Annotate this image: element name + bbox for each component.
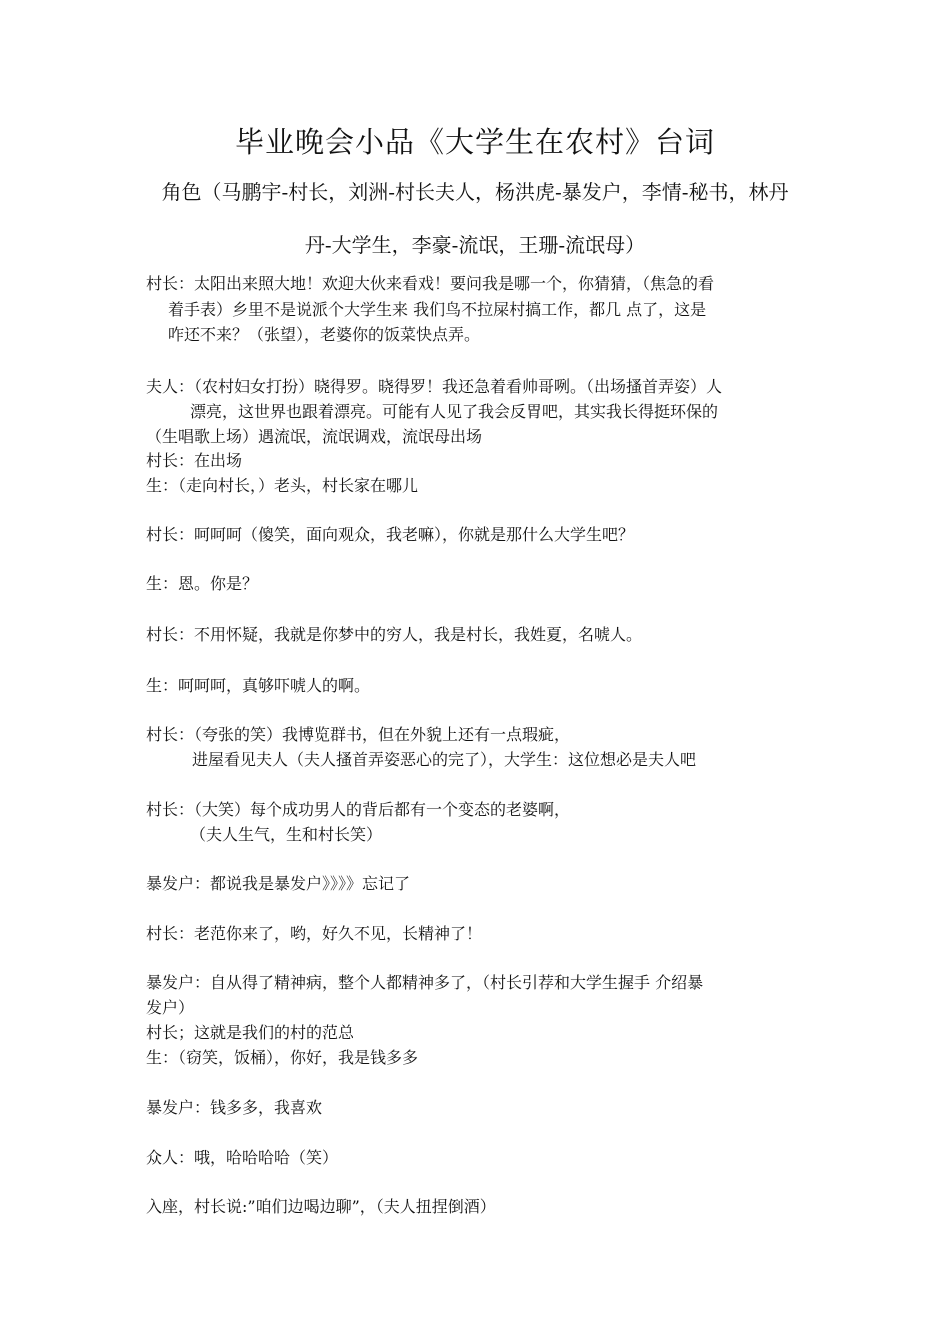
script-line: 生：（窃笑，饭桶），你好，我是钱多多 xyxy=(146,1048,419,1067)
script-line: 村长：呵呵呵（傻笑，面向观众，我老嘛），你就是那什么大学生吧？ xyxy=(146,525,635,544)
script-line: 村长：（夸张的笑）我博览群书，但在外貌上还有一点瑕疵， xyxy=(146,725,571,744)
roles-line-1: 角色（马鹏宇-村长，刘洲-村长夫人，杨洪虎-暴发户，李情-秘书，林丹 xyxy=(161,180,789,204)
script-line: 暴发户：自从得了精神病，整个人都精神多了，（村长引荐和大学生握手 介绍暴 xyxy=(146,973,704,992)
script-line: 村长：老范你来了，哟，好久不见，长精神了！ xyxy=(146,924,483,943)
script-line: 进屋看见夫人（夫人搔首弄姿恶心的完了），大学生：这位想必是夫人吧 xyxy=(192,750,697,769)
roles-line-2: 丹-大学生，李豪-流氓，王珊-流氓母） xyxy=(304,233,646,257)
script-line: 咋还不来？（张望），老婆你的饭菜快点弄。 xyxy=(168,325,481,344)
script-line: 漂亮，这世界也跟着漂亮。可能有人见了我会反胃吧，其实我长得挺环保的 xyxy=(190,402,719,421)
script-line: （生唱歌上场）遇流氓，流氓调戏，流氓母出场 xyxy=(146,427,483,446)
script-line: 村长：在出场 xyxy=(146,451,243,470)
script-line: 生：呵呵呵，真够吓唬人的啊。 xyxy=(146,676,371,695)
script-line: 着手表）乡里不是说派个大学生来 我们鸟不拉屎村搞工作，都几 点了，这是 xyxy=(168,300,707,319)
script-line: 暴发户：钱多多，我喜欢 xyxy=(146,1098,323,1117)
script-line: 夫人：（农村妇女打扮）晓得罗。晓得罗！我还急着看帅哥咧。（出场搔首弄姿）人 xyxy=(146,377,723,396)
script-line: 生：恩。你是？ xyxy=(146,574,259,593)
script-line: 生：（走向村长，）老头，村长家在哪儿 xyxy=(146,476,419,495)
script-line: 暴发户：都说我是暴发户》》》》忘记了 xyxy=(146,874,411,893)
script-line: 发户） xyxy=(146,998,195,1017)
script-line: 众人：哦，哈哈哈哈（笑） xyxy=(146,1148,339,1167)
script-line: 村长：太阳出来照大地！欢迎大伙来看戏！要问我是哪一个，你猜猜，（焦急的看 xyxy=(146,274,715,293)
script-line: 村长：不用怀疑，我就是你梦中的穷人，我是村长，我姓夏，名唬人。 xyxy=(146,625,643,644)
script-line: 村长：（大笑）每个成功男人的背后都有一个变态的老婆啊， xyxy=(146,800,571,819)
script-line: （夫人生气，生和村长笑） xyxy=(190,825,383,844)
script-line: 入座，村长说:”咱们边喝边聊”，（夫人扭捏倒酒） xyxy=(146,1197,496,1216)
script-line: 村长；这就是我们的村的范总 xyxy=(146,1023,355,1042)
page-title: 毕业晚会小品《大学生在农村》台词 xyxy=(234,125,715,159)
